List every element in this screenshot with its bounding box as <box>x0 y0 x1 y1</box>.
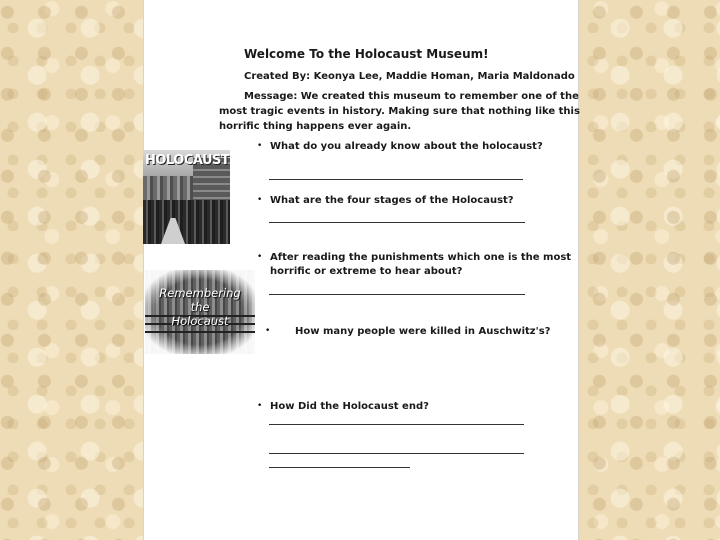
page-title: Welcome To the Holocaust Museum! <box>244 47 489 61</box>
bullet-q5: • <box>257 401 263 411</box>
answer-line-q2[interactable] <box>269 222 525 223</box>
caption-line-1: Remembering <box>159 286 241 300</box>
answer-line-q5-1[interactable] <box>269 424 524 425</box>
holocaust-photo <box>143 150 230 244</box>
question-3-line-1: After reading the punishments which one is the most <box>270 252 572 263</box>
question-5: How Did the Holocaust end? <box>270 401 429 412</box>
caption-line-2: the <box>190 300 210 314</box>
caption-line-3: Holocaust <box>171 314 229 328</box>
question-4: How many people were killed in Auschwitz's? <box>295 326 551 337</box>
message-line-3: horrific thing happens ever again. <box>219 121 412 132</box>
photo-caption-remembering <box>145 286 255 328</box>
bullet-q1: • <box>257 141 263 151</box>
photo-crowd <box>143 200 230 244</box>
created-by-text: Created By: Keonya Lee, Maddie Homan, Maria Maldonado <box>244 71 575 82</box>
photo-caption: HOLOCAUST <box>145 153 230 168</box>
question-1: What do you already know about the holocaust? <box>270 141 543 152</box>
bullet-q4: • <box>265 326 271 336</box>
question-2: What are the four stages of the Holocaust? <box>270 195 514 206</box>
bullet-q3: • <box>257 252 263 262</box>
answer-line-q3[interactable] <box>269 294 525 295</box>
question-3-line-2: horrific or extreme to hear about? <box>270 266 463 277</box>
answer-line-q5-3[interactable] <box>269 467 410 468</box>
bullet-q2: • <box>257 195 263 205</box>
message-line-1: Message: We created this museum to remember one of the <box>244 91 579 102</box>
answer-line-q5-2[interactable] <box>269 453 524 454</box>
answer-line-q1[interactable] <box>269 179 523 180</box>
message-line-2: most tragic events in history. Making sure that nothing like this <box>219 106 580 117</box>
remembering-holocaust-photo <box>145 270 255 354</box>
